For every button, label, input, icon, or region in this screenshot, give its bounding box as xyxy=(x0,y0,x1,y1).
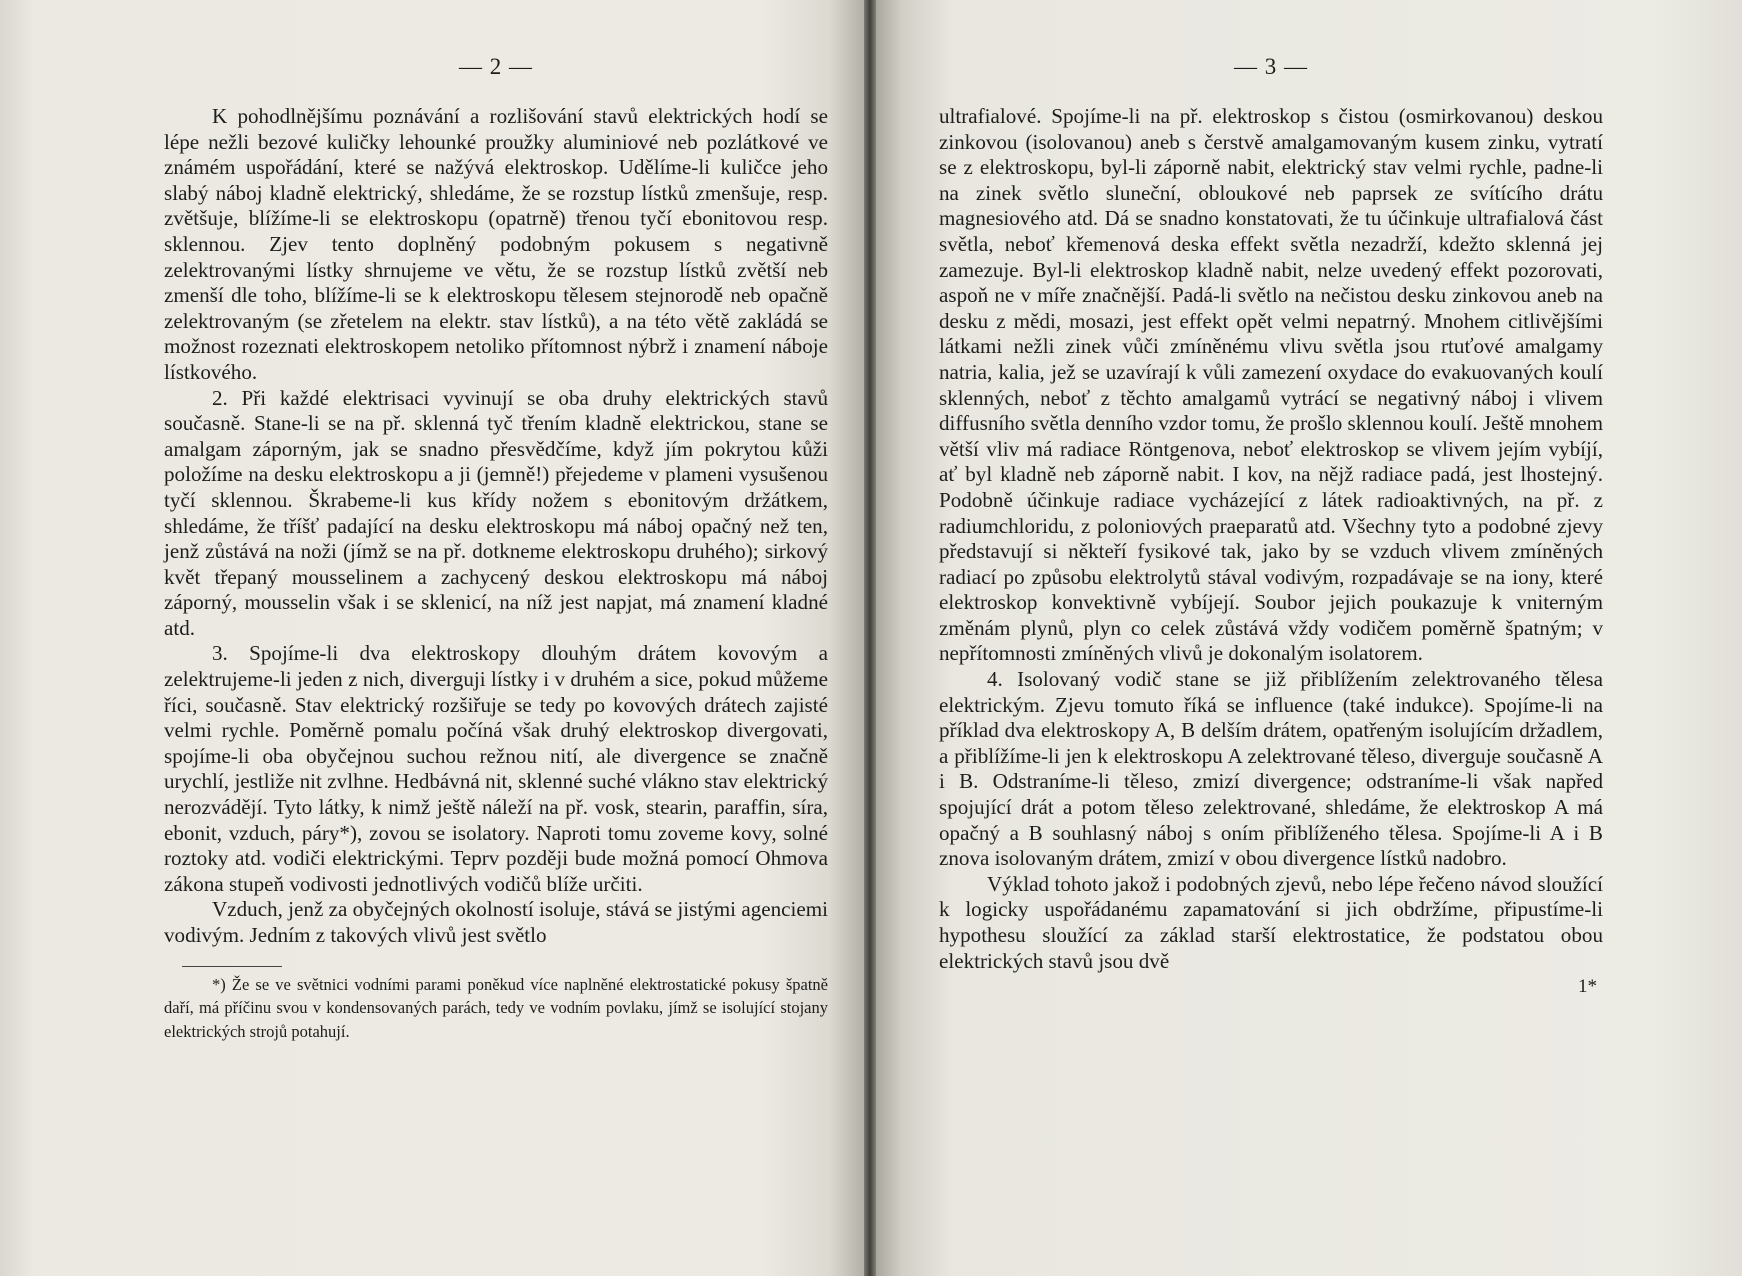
paragraph: K pohodlnějšímu poznávání a rozlišování stavů elektrických hodí se lépe nežli bezové kuličky lehounké proužky aluminiové neb pozlátkové ve známém uspořádání, které se nažývá elektroskop. Udělíme-li kuličce jeho slabý náboj kladně elektrický, shledáme, že se rozstup lístků zmenšuje, resp. zvětšuje, blížíme-li se elektroskopu (opatrně) třenou tyčí ebonitovou resp. sklennou. Zjev tento doplněný podobným pokusem s negativně zelektrovanými lístky shrnujeme ve větu, že se rozstup lístků zvětší neb zmenší dle toho, blížíme-li se k elektroskopu tělesem stejnorodě neb opačně zelektrovaným (se zřetelem na elektr. stav lístků), a na této větě zakládá se možnost rozeznati elektroskopem netoliko přítomnost nýbrž i znamení náboje lístkového. xyxy=(164,104,828,384)
paragraph: Vzduch, jenž za obyčejných okolností isoluje, stává se jistými agenciemi vodivým. Jedním z takových vlivů jest světlo xyxy=(164,897,828,947)
book-gutter xyxy=(864,0,876,1276)
paragraph: 2. Při každé elektrisaci vyvinují se oba druhy elektrických stavů současně. Stane-li se na př. sklenná tyč třením kladně elektrickou, stane se amalgam záporným, jak se snadno přesvědčíme, když jím pokrytou kůži položíme na desku elektroskopu a ji (jemně!) přejedeme v plameni vysušenou tyčí sklennou. Škrabeme-li kus křídy nožem s ebonitovým držátkem, shledáme, že tříšť padající na desku elektroskopu má náboj opačný než ten, jenž zůstává na noži (jímž se na př. dotkneme elektroskopu druhého); sirkový květ třepaný mousselinem a zachycený deskou elektroskopu má náboj záporný, mousselin však i se sklenicí, na níž jest napjat, má znamení kladné atd. xyxy=(164,385,828,640)
left-page-text xyxy=(164,104,828,949)
paragraph: Výklad tohoto jakož i podobných zjevů, nebo lépe řečeno návod sloužící k logicky uspořádanému zapamatování si jich obdržíme, připustíme-li hypothesu sloužící za základ starší elektrostatice, že podstatou obou elektrických stavů jsou dvě xyxy=(939,871,1603,973)
signature-mark: 1* xyxy=(1578,976,1597,998)
page-number: — 3 — xyxy=(1234,54,1308,79)
paragraph: ultrafialové. Spojíme-li na př. elektroskop s čistou (osmirkovanou) deskou zinkovou (isolovanou) aneb s čerstvě amalgamovaným kusem zinku, vytratí se z elektroskopu, byl-li záporně nabit, elektrický stav velmi rychle, padne-li na zinek světlo sluneční, obloukové neb paprsek ze svítícího drátu magnesiového atd. Dá se snadno konstatovati, že tu účinkuje ultrafialová část světla, neboť křemenová deska effekt světla nezadrží, kdežto sklenná jej zamezuje. Byl-li elektroskop kladně nabit, nelze uvedený effekt pozorovati, aspoň ne v míře značnější. Padá-li světlo na nečistou desku zinkovou aneb na desku z mědi, mosazi, jest effekt opět velmi nepatrný. Mnohem citlivějšími látkami nežli zinek vůči zmíněnému vlivu světla jsou rtuťové amalgamy natria, kalia, jež se uzavírají k vůli zamezení oxydace do evakuovaných koulí sklenných, neboť z těchto amalgamů vytrácí se negativný náboj i vlivem diffusního světla denního vzdor tomu, že prošlo sklennou koulí. Ještě mnohem větší vliv má radiace Röntgenova, neboť elektroskop se vlivem jejím vybíjí, ať byl kladně neb záporně nabit. I kov, na nějž radiace padá, jest lhostejný. Podobně účinkuje radiace vycházející z látek radioaktivných, na př. z radiumchloridu, z poloniových praeparatů atd. Všechny tyto a podobné zjevy představují si někteří fysikové tak, jako by se vzduch vlivem zmíněných radiací po způsobu elektrolytů stával vodivým, rozpadávaje se na iony, které elektroskop konvektivně vybíjejí. Soubor jejich poukazuje k vniterným změnám plynů, plyn co celek zůstává vždy vodičem poměrně špatným; v nepřítomnosti zmíněných vlivů je dokonalým isolatorem. xyxy=(939,104,1603,666)
paragraph: 3. Spojíme-li dva elektroskopy dlouhým drátem kovovým a zelektrujeme-li jeden z nich, diverguji lístky i v druhém a sice, pokud můžeme říci, současně. Stav elektrický rozšiřuje se tedy po kovových drátech zajisté velmi rychle. Poměrně pomalu počíná však druhý elektroskop divergovati, spojíme-li oba obyčejnou suchou režnou nití, ale divergence se značně urychlí, jestliže nit zvlhne. Hedbávná nit, sklenné suché vlákno stav elektrický nerozvádějí. Tyto látky, k nimž ještě náleží na př. vosk, stearin, paraffin, síra, ebonit, vzduch, páry*), zovou se isolatory. Naproti tomu zoveme kovy, solné roztoky atd. vodiči elektrickými. Teprv později bude možná pomocí Ohmova zákona stupeň vodivosti jednotlivých vodičů blíže určiti. xyxy=(164,641,828,896)
right-page xyxy=(876,0,1742,1276)
left-page xyxy=(0,0,864,1276)
right-page-text xyxy=(939,104,1603,974)
paragraph: 4. Isolovaný vodič stane se již přiblížením zelektrovaného tělesa elektrickým. Zjevu tomuto říká se influence (také indukce). Spojíme-li na příklad dva elektroskopy A, B delším drátem, opatřeným isolujícím držadlem, a přiblížíme-li jen k elektroskopu A zelektrované těleso, diverguje současně A i B. Odstraníme-li těleso, zmizí divergence; odstraníme-li však napřed spojující drát a potom těleso zelektrované, shledáme, že elektroskop A má opačný a B souhlasný náboj s oním přiblíženého tělesa. Spojíme-li A i B znova isolovaným drátem, zmizí v obou divergence lístků nadobro. xyxy=(939,667,1603,871)
page-number: — 2 — xyxy=(459,54,533,79)
footnote: *) Že se ve světnici vodními parami poněkud více naplněné elektrostatické pokusy špatně daří, má příčinu svou v kondensovaných parách, tedy ve vodním povlaku, jímž se isolující stojany elektrických strojů potahují. xyxy=(164,974,828,1041)
footnote-divider xyxy=(182,966,282,967)
